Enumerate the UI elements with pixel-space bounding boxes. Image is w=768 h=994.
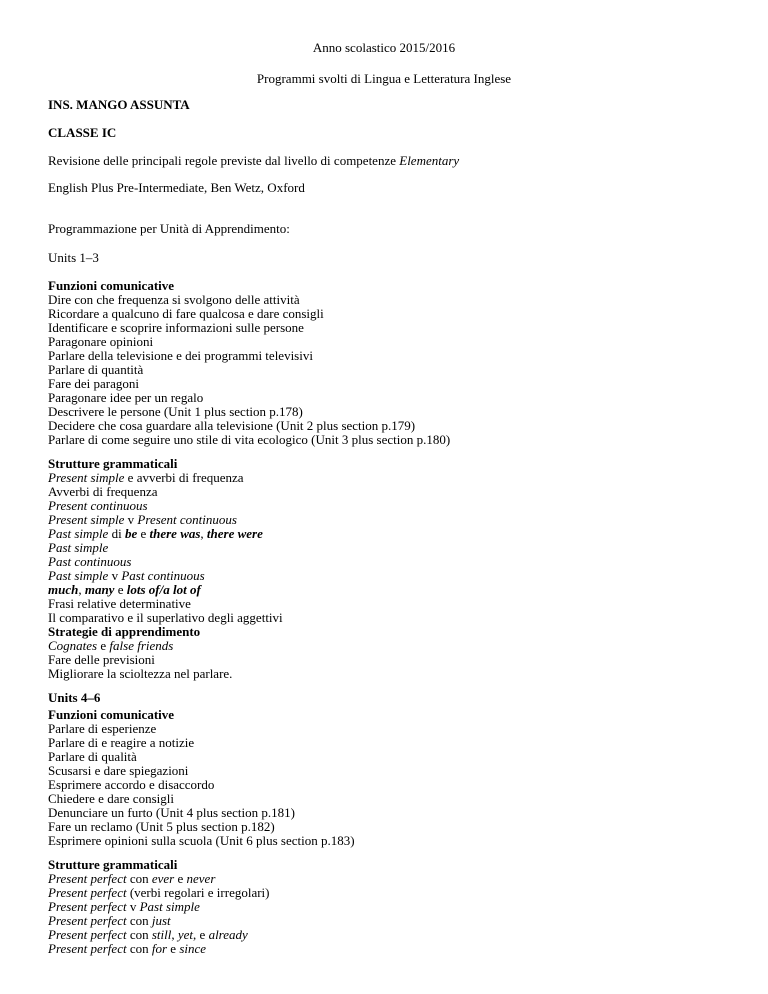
list-item: Parlare di e reagire a notizie: [48, 735, 195, 750]
list-item: Descrivere le persone (Unit 1 plus section p.178): [48, 404, 303, 419]
revision-line: [48, 154, 459, 168]
list-item: Fare dei paragoni: [48, 376, 139, 391]
list-item: Present perfect (verbi regolari e irregolari): [48, 885, 270, 900]
list-item: Paragonare idee per un regalo: [48, 390, 204, 405]
list-item: Past continuous: [48, 554, 132, 569]
school-year: Anno scolastico 2015/2016: [312, 40, 456, 55]
list-item: Esprimere accordo e disaccordo: [48, 777, 215, 792]
list-item: Dire con che frequenza si svolgono delle attività: [48, 292, 300, 307]
list-item: Identificare e scoprire informazioni sulle persone: [48, 320, 304, 335]
list-item: Parlare di come seguire uno stile di vita ecologico (Unit 3 plus section p.180): [48, 432, 451, 447]
list-item: Past simple di be e there was, there were: [48, 526, 263, 541]
list-item: Present perfect con ever e never: [48, 871, 216, 886]
list-item: Present perfect con still, yet, e already: [48, 927, 248, 942]
programming-title: Programmazione per Unità di Apprendimento:: [48, 221, 290, 236]
list-item: Past simple: [48, 540, 109, 555]
list-item: Present perfect con just: [48, 913, 171, 928]
list-item: Parlare della televisione e dei programmi televisivi: [48, 348, 313, 363]
list-item: Decidere che cosa guardare alla televisione (Unit 2 plus section p.179): [48, 418, 416, 433]
list-item: Fare un reclamo (Unit 5 plus section p.182): [48, 819, 275, 834]
programs-title: Programmi svolti di Lingua e Letteratura Inglese: [256, 71, 512, 86]
list-item: Present simple e avverbi di frequenza: [48, 470, 244, 485]
list-item: Chiedere e dare consigli: [48, 791, 174, 806]
strategie-heading: Strategie di apprendimento: [48, 624, 201, 639]
list-item: Parlare di esperienze: [48, 721, 157, 736]
list-item: Esprimere opinioni sulla scuola (Unit 6 plus section p.183): [48, 833, 355, 848]
class-label: CLASSE IC: [48, 125, 117, 140]
list-item: Scusarsi e dare spiegazioni: [48, 763, 189, 778]
list-item: much, many e lots of/a lot of: [48, 582, 201, 597]
list-item: Denunciare un furto (Unit 4 plus section p.181): [48, 805, 295, 820]
units-4-6-title: Units 4–6: [48, 690, 101, 705]
list-item: Past simple v Past continuous: [48, 568, 205, 583]
list-item: Present perfect con for e since: [48, 941, 207, 956]
list-item: Parlare di qualità: [48, 749, 137, 764]
list-item: Present simple v Present continuous: [48, 512, 237, 527]
list-item: Ricordare a qualcuno di fare qualcosa e dare consigli: [48, 306, 324, 321]
strutture-heading: Strutture grammaticali: [48, 857, 178, 872]
list-item: Fare delle previsioni: [48, 652, 155, 667]
list-item: Migliorare la scioltezza nel parlare.: [48, 666, 233, 681]
revision-level: Elementary: [399, 153, 460, 168]
list-item: Present continuous: [48, 498, 148, 513]
list-item: Parlare di quantità: [48, 362, 144, 377]
list-item: Avverbi di frequenza: [48, 484, 158, 499]
revision-text: Revisione delle principali regole previste dal livello di competenze: [48, 153, 400, 168]
strutture-heading: Strutture grammaticali: [48, 456, 178, 471]
list-item: Paragonare opinioni: [48, 334, 154, 349]
units-1-3-title: Units 1–3: [48, 250, 99, 265]
list-item: Present perfect v Past simple: [48, 899, 200, 914]
textbook: English Plus Pre-Intermediate, Ben Wetz, Oxford: [48, 180, 305, 195]
funzioni-heading: Funzioni comunicative: [48, 278, 175, 293]
list-item: Il comparativo e il superlativo degli aggettivi: [48, 610, 283, 625]
teacher-name: INS. MANGO ASSUNTA: [48, 97, 190, 112]
funzioni-heading: Funzioni comunicative: [48, 707, 175, 722]
list-item: Frasi relative determinative: [48, 596, 191, 611]
list-item: Cognates e false friends: [48, 638, 174, 653]
